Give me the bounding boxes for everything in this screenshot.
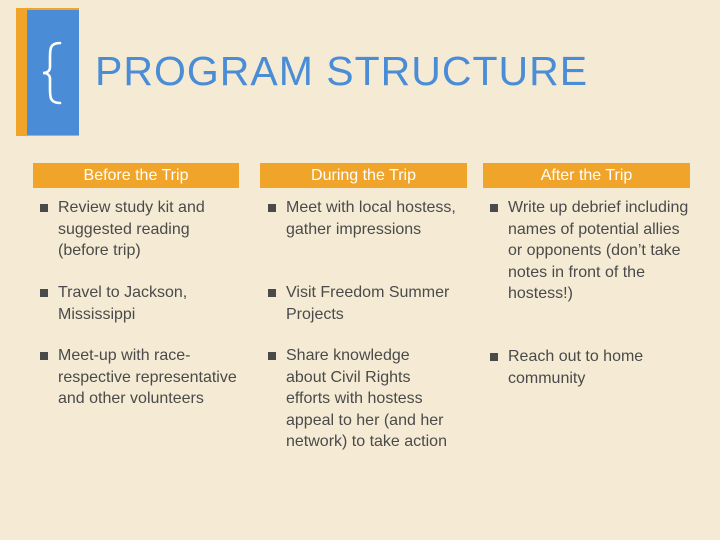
page-title: PROGRAM STRUCTURE [95,48,589,94]
square-bullet-icon [40,352,48,360]
column-header-during: During the Trip [260,163,467,188]
column-header-before: Before the Trip [33,163,239,188]
left-curly-brace-icon [27,10,79,135]
square-bullet-icon [40,204,48,212]
square-bullet-icon [268,289,276,297]
square-bullet-icon [268,352,276,360]
square-bullet-icon [40,289,48,297]
square-bullet-icon [268,204,276,212]
column-header-after: After the Trip [483,163,690,188]
square-bullet-icon [490,204,498,212]
square-bullet-icon [490,353,498,361]
